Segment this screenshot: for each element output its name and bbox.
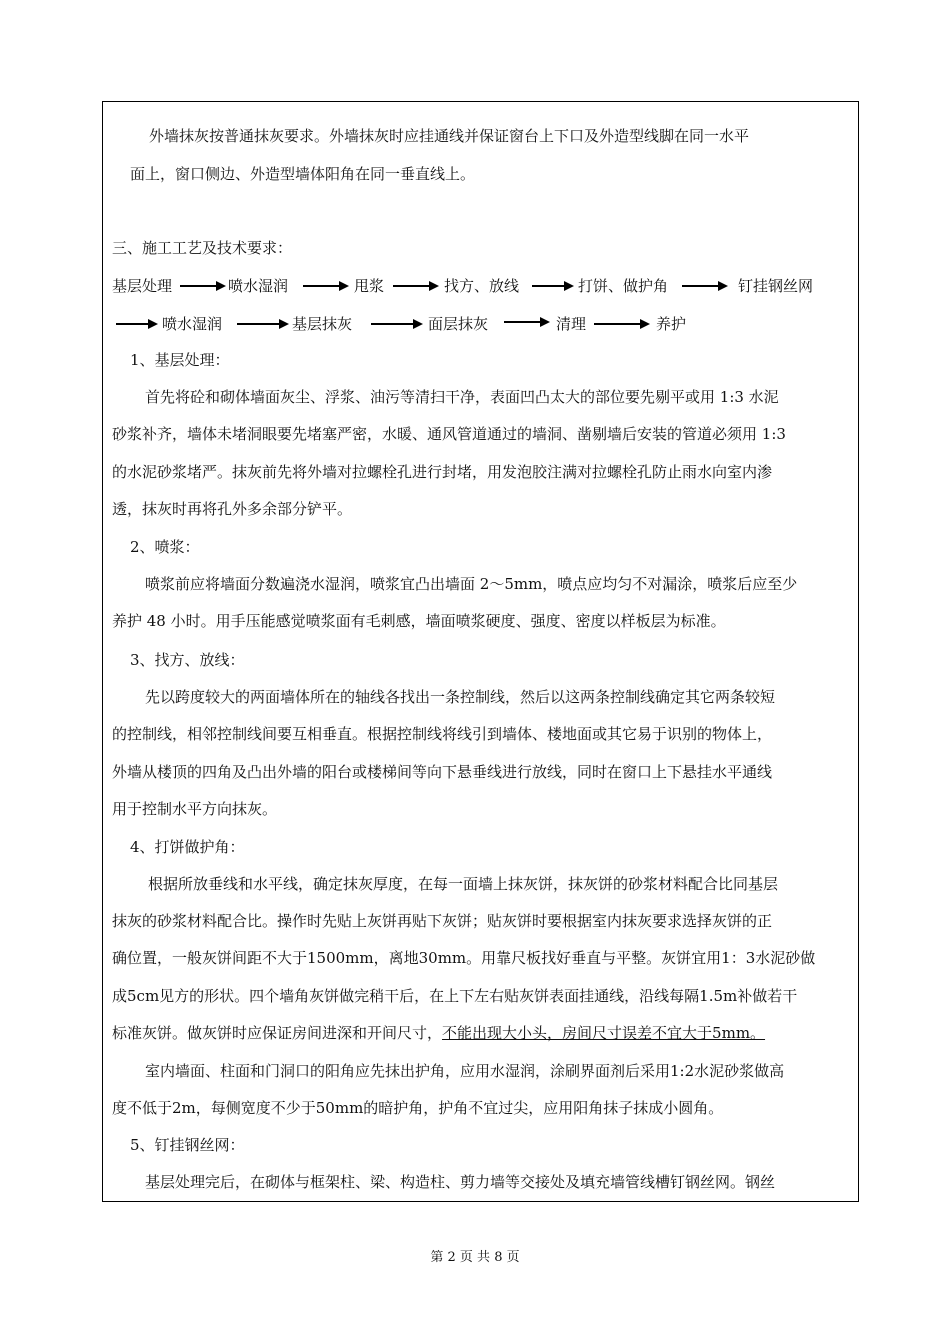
underlined-text: 房间尺寸误差不宜大于5mm。 (562, 1024, 766, 1042)
body-line: 根据所放垂线和水平线，确定抹灰厚度，在每一面墙上抹灰饼，抹灰饼的砂浆材料配合比同基层 (148, 875, 779, 893)
flow-step: 基层处理 (112, 277, 173, 295)
body-line: 基层处理完后，在砌体与框架柱、梁、构造柱、剪力墙等交接处及填充墙管线槽钉钢丝网。钢丝 (145, 1173, 776, 1191)
body-line: 度不低于2m，每侧宽度不少于50mm的暗护角，护角不宜过尖，应用阳角抹子抹成小圆角。 (112, 1099, 724, 1117)
section-heading: 4、打饼做护角： (130, 838, 245, 856)
body-line: 的控制线，相邻控制线间要互相垂直。根据控制线将线引到墙体、楼地面或其它易于识别的物体上， (112, 725, 773, 743)
section-heading: 2、喷浆： (130, 538, 200, 556)
intro-line-1: 外墙抹灰按普通抹灰要求。外墙抹灰时应挂通线并保证窗台上下口及外造型线脚在同一水平 (149, 127, 750, 145)
right-arrow-icon (237, 318, 289, 330)
section-heading: 3、找方、放线： (130, 651, 245, 669)
right-arrow-icon (116, 318, 158, 330)
flow-step: 喷水湿润 (162, 315, 223, 333)
right-arrow-icon (504, 316, 550, 328)
flow-step: 面层抹灰 (428, 315, 489, 333)
right-arrow-icon (594, 318, 650, 330)
page-footer: 第 2 页 共 8 页 (430, 1250, 520, 1265)
body-line: 砂浆补齐，墙体未堵洞眼要先堵塞严密，水暖、通风管道通过的墙洞、凿剔墙后安装的管道必须用 1:3 (112, 425, 786, 443)
flow-step: 打饼、做护角 (578, 277, 669, 295)
underlined-separator: ， (547, 1024, 563, 1042)
flow-step: 甩浆 (354, 277, 385, 295)
body-line: 室内墙面、柱面和门洞口的阳角应先抹出护角，应用水湿润，涂刷界面剂后采用1:2水泥砂浆做高 (145, 1062, 785, 1080)
body-line: 养护 48 小时。用手压能感觉喷浆面有毛刺感，墙面喷浆硬度、强度、密度以样板层为标准。 (112, 612, 726, 630)
body-line: 成5cm见方的形状。四个墙角灰饼做完稍干后，在上下左右贴灰饼表面挂通线，沿线每隔1.5m补做若干 (112, 987, 798, 1005)
section-title: 三、施工工艺及技术要求： (112, 239, 293, 257)
flow-step: 钉挂钢丝网 (738, 277, 814, 295)
body-line: 首先将砼和砌体墙面灰尘、浮浆、油污等清扫干净，表面凹凸太大的部位要先剔平或用 1:3 水泥 (145, 388, 779, 406)
body-line: 喷浆前应将墙面分数遍浇水湿润，喷浆宜凸出墙面 2～5mm，喷点应均匀不对漏涂，喷浆后应至少 (145, 575, 798, 593)
right-arrow-icon (532, 280, 574, 292)
right-arrow-icon (393, 280, 439, 292)
right-arrow-icon (303, 280, 349, 292)
section-heading: 1、基层处理： (130, 351, 230, 369)
body-line: 外墙从楼顶的四角及凸出外墙的阳台或楼梯间等向下悬垂线进行放线，同时在窗口上下悬挂水平通线 (112, 763, 773, 781)
body-line: 确位置，一般灰饼间距不大于1500mm，离地30mm。用靠尺板找好垂直与平整。灰饼宜用1：3水泥砂做 (112, 949, 816, 967)
right-arrow-icon (180, 280, 226, 292)
section-heading: 5、钉挂钢丝网： (130, 1136, 245, 1154)
body-line: 的水泥砂浆堵严。抹灰前先将外墙对拉螺栓孔进行封堵，用发泡胶注满对拉螺栓孔防止雨水向室内渗 (112, 463, 773, 481)
flow-step: 基层抹灰 (292, 315, 353, 333)
flow-step: 找方、放线 (444, 277, 520, 295)
body-line: 透，抹灰时再将孔外多余部分铲平。 (112, 500, 353, 518)
intro-line-2: 面上，窗口侧边、外造型墙体阳角在同一垂直线上。 (130, 165, 476, 183)
flow-step: 喷水湿润 (228, 277, 289, 295)
right-arrow-icon (371, 318, 423, 330)
body-line: 用于控制水平方向抹灰。 (112, 800, 278, 818)
body-line: 先以跨度较大的两面墙体所在的轴线各找出一条控制线，然后以这两条控制线确定其它两条较短 (145, 688, 776, 706)
flow-step: 养护 (656, 315, 687, 333)
body-line: 抹灰的砂浆材料配合比。操作时先贴上灰饼再贴下灰饼；贴灰饼时要根据室内抹灰要求选择灰饼的正 (112, 912, 773, 930)
right-arrow-icon (682, 280, 728, 292)
flow-step: 清理 (556, 315, 587, 333)
body-line: 标准灰饼。做灰饼时应保证房间进深和开间尺寸，不能出现大小头，房间尺寸误差不宜大于5mm。 (112, 1024, 766, 1042)
underlined-text: 不能出现大小头 (442, 1024, 548, 1042)
